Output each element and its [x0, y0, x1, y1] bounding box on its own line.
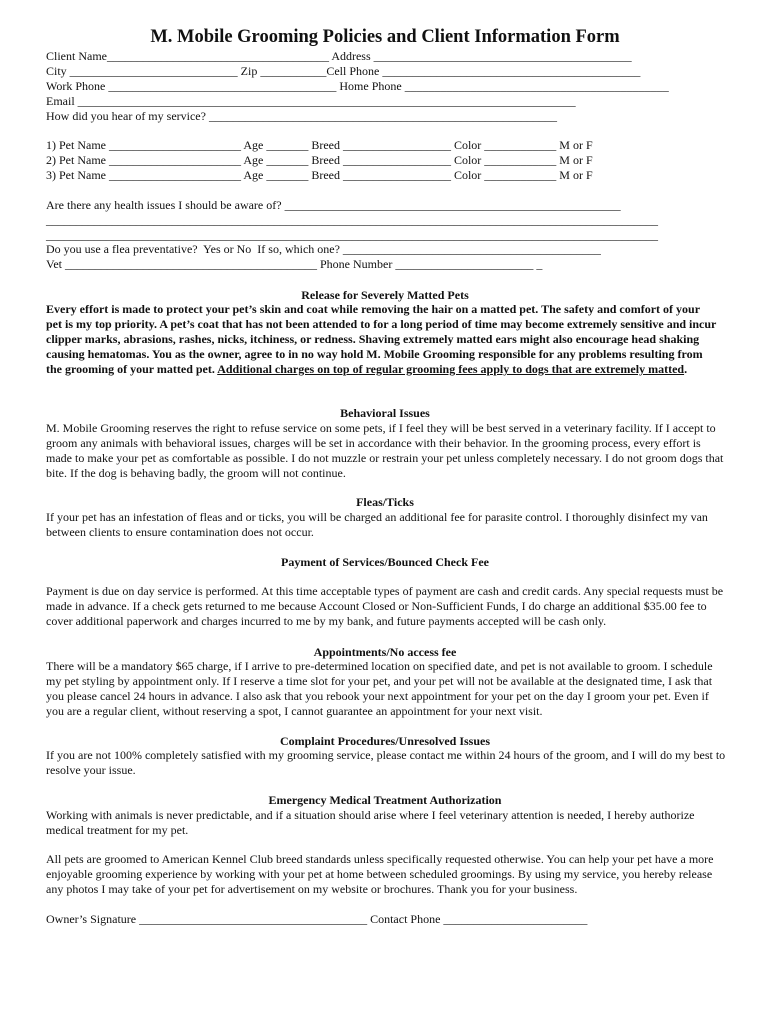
- pet-row-2[interactable]: 2) Pet Name ______________________ Age _______ Breed __________________ Color ____________ M or F: [46, 153, 593, 167]
- payment-paragraph: Payment is due on day service is performed. At this time acceptable types of payment are cash and credit cards. Any special requests must be made in advance. If a check gets returned to me because Account Closed or Non-Sufficient Funds, I do charge an additional $35.00 fee to cover additional paperwork and charges incurred to me by my bank, and future payments accepted will be cash only.: [46, 584, 724, 628]
- behavioral-issues-paragraph: M. Mobile Grooming reserves the right to refuse service on some pets, if I feel they will be best served in a veterinary facility. If I accept to groom any animals with behavioral issues, charges will be set in accordance with their behavior. In the grooming process, every effort is made to make your pet as comfortable as possible. I do not muzzle or restrain your pet unless completely necessary. I do not groom dogs that bite. If the dog is behaving badly, the groom will not continue.: [46, 421, 724, 480]
- pet-row-1[interactable]: 1) Pet Name ______________________ Age _______ Breed __________________ Color ____________ M or F: [46, 138, 593, 152]
- emergency-heading: Emergency Medical Treatment Authorization: [268, 793, 502, 807]
- complaint-paragraph: If you are not 100% completely satisfied with my grooming service, please contact me within 24 hours of the groom, and I will do my best to resolve your issue.: [46, 748, 726, 777]
- email-row[interactable]: Email ___________________________________________________________________________________: [46, 94, 576, 108]
- health-issues-row[interactable]: Are there any health issues I should be aware of? ________________________________________________________: [46, 198, 621, 212]
- complaint-heading: Complaint Procedures/Unresolved Issues: [279, 734, 490, 748]
- matted-pets-period: .: [684, 362, 688, 376]
- matted-pets-charges-note: Additional charges on top of regular grooming fees apply to dogs that are extremely matted: [217, 362, 685, 376]
- flea-preventative-row[interactable]: Do you use a flea preventative? Yes or No If so, which one? ___________________________________________: [46, 242, 601, 256]
- vet-phone-row[interactable]: Vet __________________________________________ Phone Number _______________________ _: [46, 257, 543, 271]
- appointments-paragraph: There will be a mandatory $65 charge, if I arrive to pre-determined location on specified date, and pet is not available to groom. I schedule my pet styling by appointment only. If I reserve a time slot for your pet, and your pet will not be available at the designated time, I ask that you please cancel 24 hours in advance. I also ask that you rebook your next appointment for your pet on the day I groom your pet. Even if you are a regular client, without reserving a spot, I cannot guarantee an appointment for your next visit.: [46, 659, 713, 718]
- matted-pets-heading: Release for Severely Matted Pets: [301, 288, 469, 302]
- referral-row[interactable]: How did you hear of my service? __________________________________________________________: [46, 109, 557, 123]
- client-name-address-row[interactable]: Client Name_____________________________________ Address ___________________________________________: [46, 49, 632, 63]
- pet-row-3[interactable]: 3) Pet Name ______________________ Age _______ Breed __________________ Color ____________ M or F: [46, 168, 593, 182]
- health-issues-blank-1[interactable]: ______________________________________________________________________________________________________: [46, 213, 658, 227]
- city-zip-cell-row[interactable]: City ____________________________ Zip ___________Cell Phone ___________________________________________: [46, 64, 641, 78]
- appointments-heading: Appointments/No access fee: [313, 645, 457, 659]
- page-title: M. Mobile Grooming Policies and Client Information Form: [150, 27, 620, 47]
- health-issues-blank-2[interactable]: ______________________________________________________________________________________________________: [46, 228, 658, 242]
- akc-standards-paragraph: All pets are groomed to American Kennel Club breed standards unless specifically requested otherwise. You can help your pet have a more enjoyable grooming experience by working with your pet at home between scheduled groomings. By using my service, you hereby release any photos I may take of your pet for advertisement on my website or brochures. Thank you for your business.: [46, 852, 714, 896]
- fleas-ticks-heading: Fleas/Ticks: [356, 495, 414, 509]
- matted-pets-body: Every effort is made to protect your pet’s skin and coat while removing the hair on a matted pet. The safety and comfort of your pet is my top priority. A pet’s coat that has not been attended to for a long period of time may become extremely sensitive and incur clipper marks, abrasions, rashes, nicks, itchiness, or redness. Shaving extremely matted ears might also encourage head shaking causing hematomas. You as the owner, agree to in no way hold M. Mobile Grooming responsible for any problems resulting from the grooming of your matted pet.: [46, 302, 717, 376]
- emergency-paragraph: Working with animals is never predictable, and if a situation should arise where I feel veterinary attention is needed, I hereby authorize medical treatment for my pet.: [46, 808, 695, 837]
- fleas-ticks-paragraph: If your pet has an infestation of fleas and or ticks, you will be charged an additional fee for parasite control. I thoroughly disinfect my van between clients to ensure contamination does not occur.: [46, 510, 708, 539]
- payment-heading: Payment of Services/Bounced Check Fee: [281, 555, 489, 569]
- work-home-phone-row[interactable]: Work Phone ______________________________________ Home Phone ____________________________________________: [46, 79, 669, 93]
- signature-contact-row[interactable]: Owner’s Signature ______________________________________ Contact Phone ________________________: [46, 912, 588, 926]
- matted-pets-paragraph: [46, 302, 718, 377]
- behavioral-issues-heading: Behavioral Issues: [340, 406, 430, 420]
